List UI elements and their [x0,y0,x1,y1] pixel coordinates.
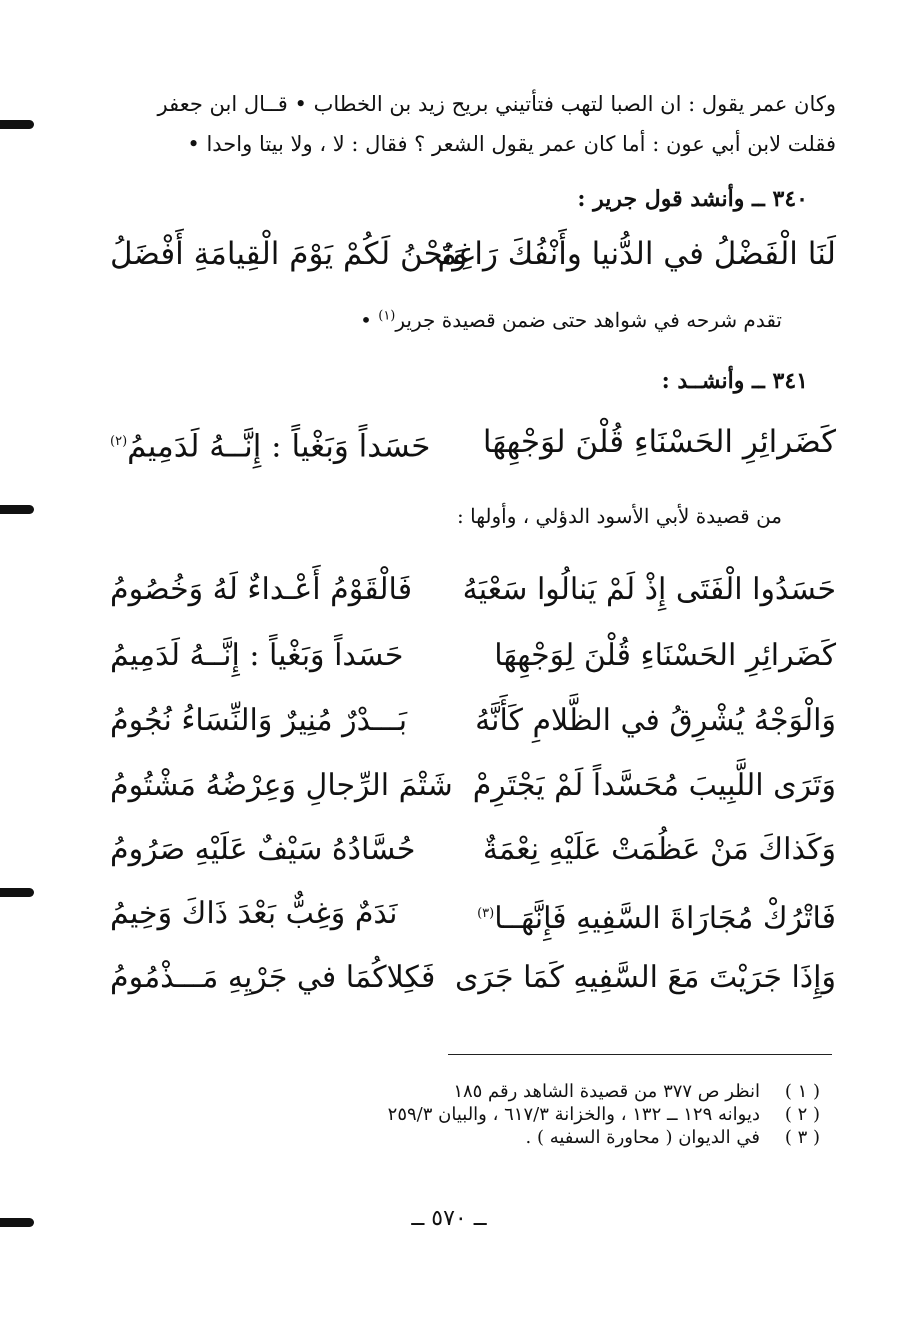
verse-341 [100,414,836,470]
footnotes [120,1080,820,1149]
footnote-text: ديوانه ١٢٩ ــ ١٣٢ ، والخزانة ٦١٧/٣ ، والبيان ٢٥٩/٣ [387,1104,760,1125]
verse-first-hemistich: وَإِذَا جَرَيْتَ مَعَ السَّفِيهِ كَمَا جَرَى [454,960,836,995]
footnote [120,1080,820,1103]
hemistich-text: حَسَداً وَبَغْياً : إِنَّــهُ لَدَمِيمُ [127,428,431,465]
verse-first-hemistich: لَنَا الْفَضْلُ في الدُّنيا وأَنْفُكَ رَاغِمٌ [437,236,836,272]
footnote-ref: (٣) [477,906,495,921]
footnote-divider [448,1054,832,1055]
verse-second-hemistich: وَنَحْنُ لَكُمْ يَوْمَ الْقِيامَةِ أَفْضَلُ [110,236,468,272]
poem-verse [100,693,836,749]
section-heading-340: ٣٤٠ ــ وأنشد قول جرير : [577,186,808,212]
verse-first-hemistich: وَتَرَى اللَّبِيبَ مُحَسَّداً لَمْ يَجْتَرِمْ [472,768,836,803]
intro-line: فقلت لابن أبي عون : أما كان عمر يقول الشعر ؟ فقال : لا ، ولا بيتا واحدا • [187,132,836,156]
verse-first-hemistich: وَكَذاكَ مَنْ عَظُمَتْ عَلَيْهِ نِعْمَةٌ [482,832,836,867]
verse-first-hemistich: حَسَدُوا الْفَتَى إِذْ لَمْ يَنالُوا سَعْيَهُ [462,572,836,607]
section-heading-341: ٣٤١ ــ وأنشــد : [661,368,808,394]
verse-second-hemistich: شَتْمَ الرِّجالِ وَعِرْضُهُ مَشْتُومُ [110,768,453,803]
note-end: • [360,308,379,332]
verse-second-hemistich: فَكِلاكُمَا في جَرْيِهِ مَـــذْمُومُ [110,960,436,995]
page-number: ــ ٥٧٠ ــ [411,1206,487,1231]
poem-verse [100,950,836,1006]
verse-second-hemistich: حَسَداً وَبَغْياً : إِنَّــهُ لَدَمِيمُ [110,638,404,673]
verse-second-hemistich: فَالْقَوْمُ أَعْـداءٌ لَهُ وَخُصُومُ [110,572,413,607]
footnote-mark: ( ٣ ) [784,1127,820,1148]
verse-first-hemistich: كَضَرائِرِ الحَسْنَاءِ قُلْنَ لوَجْهِهَا [482,424,836,460]
poem-verse [100,822,836,878]
section-note-340 [360,308,782,332]
poem-verse [100,628,836,684]
verse-second-hemistich: بَـــدْرٌ مُنِيرٌ وَالنِّسَاءُ نُجُومُ [110,703,408,738]
hemistich-text: فَاتْرُكْ مُجَارَاةَ السَّفِيهِ فَإِنَّهَــا [494,901,836,936]
footnote-mark: ( ٢ ) [784,1104,820,1125]
footnote-text: انظر ص ٣٧٧ من قصيدة الشاهد رقم ١٨٥ [453,1081,760,1102]
poem-verse [100,886,836,942]
note-text: تقدم شرحه في شواهد حتى ضمن قصيدة جرير [395,308,782,332]
verse-second-hemistich: نَدَمٌ وَغِبٌّ بَعْدَ ذَاكَ وَخِيمُ [110,896,398,931]
section-note-341: من قصيدة لأبي الأسود الدؤلي ، وأولها : [457,504,782,528]
footnote-ref: (١) [378,308,396,324]
footnote-ref: (٢) [110,434,128,449]
binding-mark [0,888,34,897]
verse-first-hemistich: وَالْوَجْهُ يُشْرِقُ في الظَّلامِ كَأَنَّهُ [475,703,836,738]
poem-verse [100,562,836,618]
footnote [120,1126,820,1149]
verse-second-hemistich: حُسَّادُهُ سَيْفٌ عَلَيْهِ صَرُومُ [110,832,416,867]
footnote-mark: ( ١ ) [784,1081,820,1102]
verse-340 [100,226,836,282]
footnote-text: في الديوان ( محاورة السفيه ) . [525,1127,760,1148]
verse-second-hemistich [110,414,430,474]
verse-first-hemistich [477,886,836,947]
footnote [120,1103,820,1126]
binding-mark [0,505,34,514]
poem-verse [100,758,836,814]
binding-mark [0,120,34,129]
verse-first-hemistich: كَضَرائِرِ الحَسْنَاءِ قُلْنَ لِوَجْهِهَا [494,638,836,673]
intro-line: وكان عمر يقول : ان الصبا لتهب فتأتيني بريح زيد بن الخطاب • قــال ابن جعفر [157,92,836,116]
